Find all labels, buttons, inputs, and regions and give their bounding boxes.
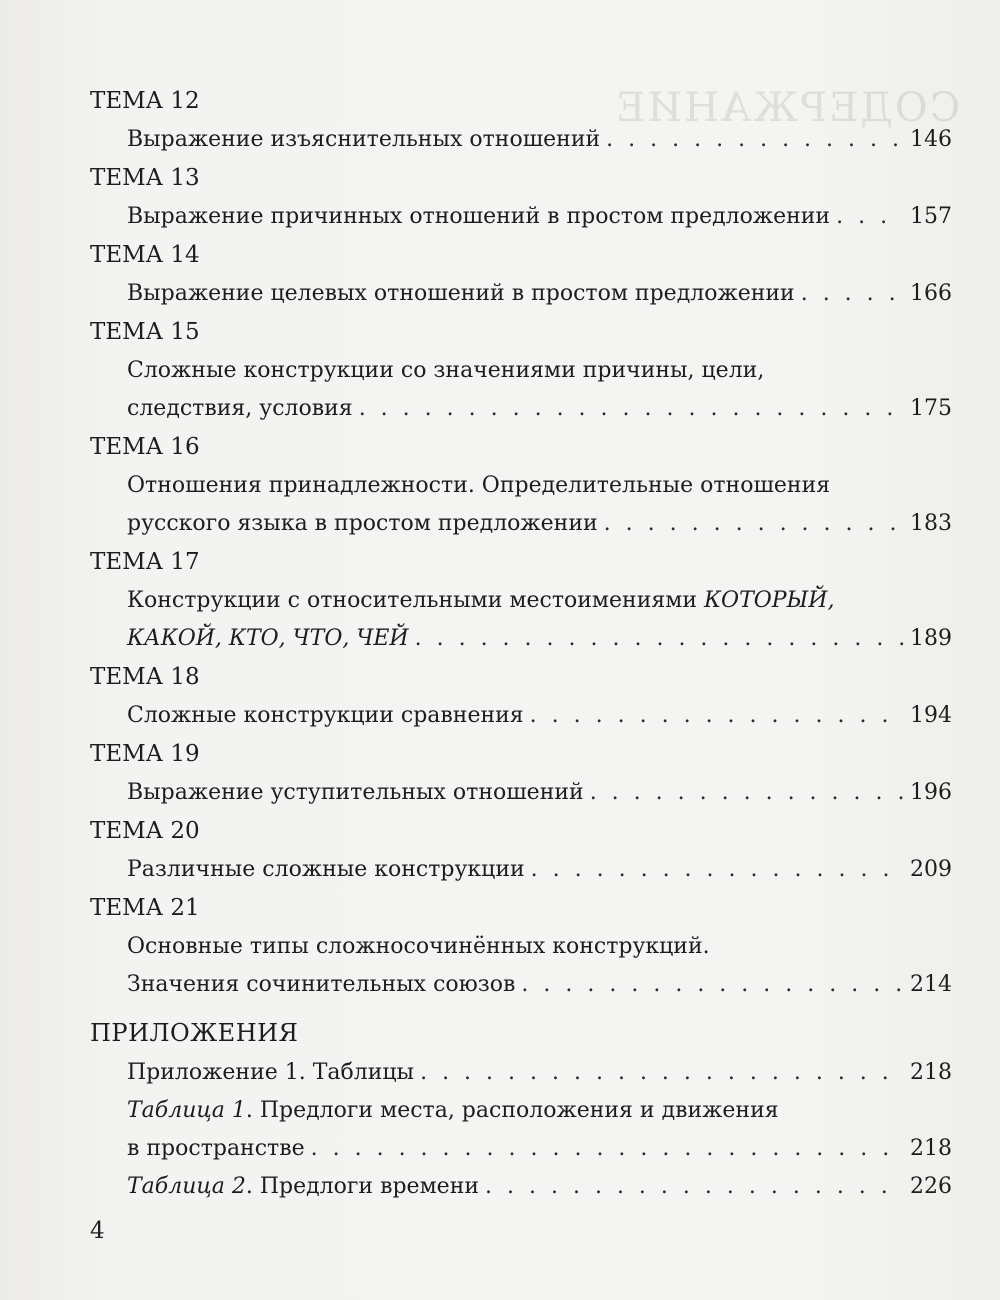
entry-title: Сложные конструкции сравнения (127, 703, 524, 728)
page-number: 218 (910, 1136, 952, 1161)
toc-topic-14 (90, 236, 952, 313)
toc-entry[interactable] (90, 467, 952, 543)
entry-title-cont: русского языка в простом предложении (127, 511, 598, 536)
toc-topic-18 (90, 658, 952, 735)
dot-leader (604, 505, 904, 543)
toc-topic-16 (90, 428, 952, 543)
entry-title-cont: следствия, условия (127, 396, 353, 421)
dot-leader (531, 851, 904, 889)
topic-label: ТЕМА 13 (90, 165, 200, 191)
page-number: 218 (910, 1060, 952, 1085)
dot-leader (311, 1130, 904, 1168)
page-number: 175 (910, 396, 952, 421)
entry-title: . Предлоги места, расположения и движения (245, 1098, 779, 1123)
entry-title: Основные типы сложносочинённых конструкций. (127, 934, 710, 959)
entry-title: Выражение изъяснительных отношений (127, 127, 601, 152)
dot-leader (420, 1054, 904, 1092)
dot-leader (415, 620, 904, 658)
table-name-italic: Таблица 2 (127, 1174, 246, 1199)
toc-entry[interactable] (90, 275, 952, 313)
entry-title-cont: Значения сочинительных союзов (127, 972, 516, 997)
dot-leader (590, 774, 904, 812)
toc-entry[interactable] (90, 121, 952, 159)
appendix-section (90, 1012, 952, 1206)
entry-title: Отношения принадлежности. Определительные отношения (127, 473, 831, 498)
appendix-entry-table-2[interactable] (90, 1168, 952, 1206)
toc-topic-17 (90, 543, 952, 658)
page-number: 194 (910, 703, 952, 728)
toc-topic-13 (90, 159, 952, 236)
page-number: 166 (910, 281, 952, 306)
entry-title: Конструкции с относительными местоимениями (127, 588, 705, 613)
entry-title: Приложение 1. Таблицы (127, 1060, 415, 1085)
entry-title: Сложные конструкции со значениями причины, цели, (127, 358, 765, 383)
dot-leader (359, 390, 904, 428)
bleed-through-text: СОДЕРЖАНИЕ (613, 85, 960, 131)
toc-entry[interactable] (90, 851, 952, 889)
topic-label: ТЕМА 15 (90, 319, 200, 345)
dot-leader (530, 697, 904, 735)
page-footer-number: 4 (90, 1218, 105, 1244)
entry-title-cont: в пространстве (127, 1136, 305, 1161)
toc-topic-19 (90, 735, 952, 812)
dot-leader (836, 198, 904, 236)
toc-entry[interactable] (90, 697, 952, 735)
entry-title: Выражение причинных отношений в простом предложении (127, 204, 831, 229)
topic-label: ТЕМА 12 (90, 88, 200, 114)
page-number: 209 (910, 857, 952, 882)
toc-topic-12 (90, 82, 952, 159)
dot-leader (521, 966, 904, 1004)
toc-entry[interactable] (90, 774, 952, 812)
toc-topic-20 (90, 812, 952, 889)
page-number: 183 (910, 511, 952, 536)
entry-title: . Предлоги времени (245, 1174, 480, 1199)
dot-leader (485, 1168, 904, 1206)
page-number: 226 (910, 1174, 952, 1199)
entry-title-italic-cont: КАКОЙ, КТО, ЧТО, ЧЕЙ (127, 626, 409, 651)
entry-title: Различные сложные конструкции (127, 857, 525, 882)
entry-title-italic: КОТОРЫЙ, (704, 588, 835, 613)
toc-topic-15 (90, 313, 952, 428)
toc-entry[interactable] (90, 928, 952, 1004)
toc-entry[interactable] (90, 352, 952, 428)
page-number: 189 (910, 626, 952, 651)
topic-label: ТЕМА 19 (90, 741, 200, 767)
page-number: 157 (910, 204, 952, 229)
appendix-heading: ПРИЛОЖЕНИЯ (90, 1019, 299, 1047)
page-number: 196 (910, 780, 952, 805)
topic-label: ТЕМА 14 (90, 242, 200, 268)
entry-title: Выражение уступительных отношений (127, 780, 584, 805)
topic-label: ТЕМА 17 (90, 549, 200, 575)
topic-label: ТЕМА 16 (90, 434, 200, 460)
toc-entry[interactable] (90, 582, 952, 658)
dot-leader (801, 275, 904, 313)
page-number: 146 (910, 127, 952, 152)
table-of-contents (90, 82, 952, 1206)
table-name-italic: Таблица 1 (127, 1098, 246, 1123)
appendix-entry-1[interactable] (90, 1054, 952, 1092)
topic-label: ТЕМА 18 (90, 664, 200, 690)
entry-title: Выражение целевых отношений в простом предложении (127, 281, 795, 306)
toc-topic-21 (90, 889, 952, 1004)
page-number: 214 (910, 972, 952, 997)
appendix-entry-table-1[interactable] (90, 1092, 952, 1168)
topic-label: ТЕМА 21 (90, 895, 200, 921)
topic-label: ТЕМА 20 (90, 818, 200, 844)
dot-leader (606, 121, 904, 159)
toc-entry[interactable] (90, 198, 952, 236)
